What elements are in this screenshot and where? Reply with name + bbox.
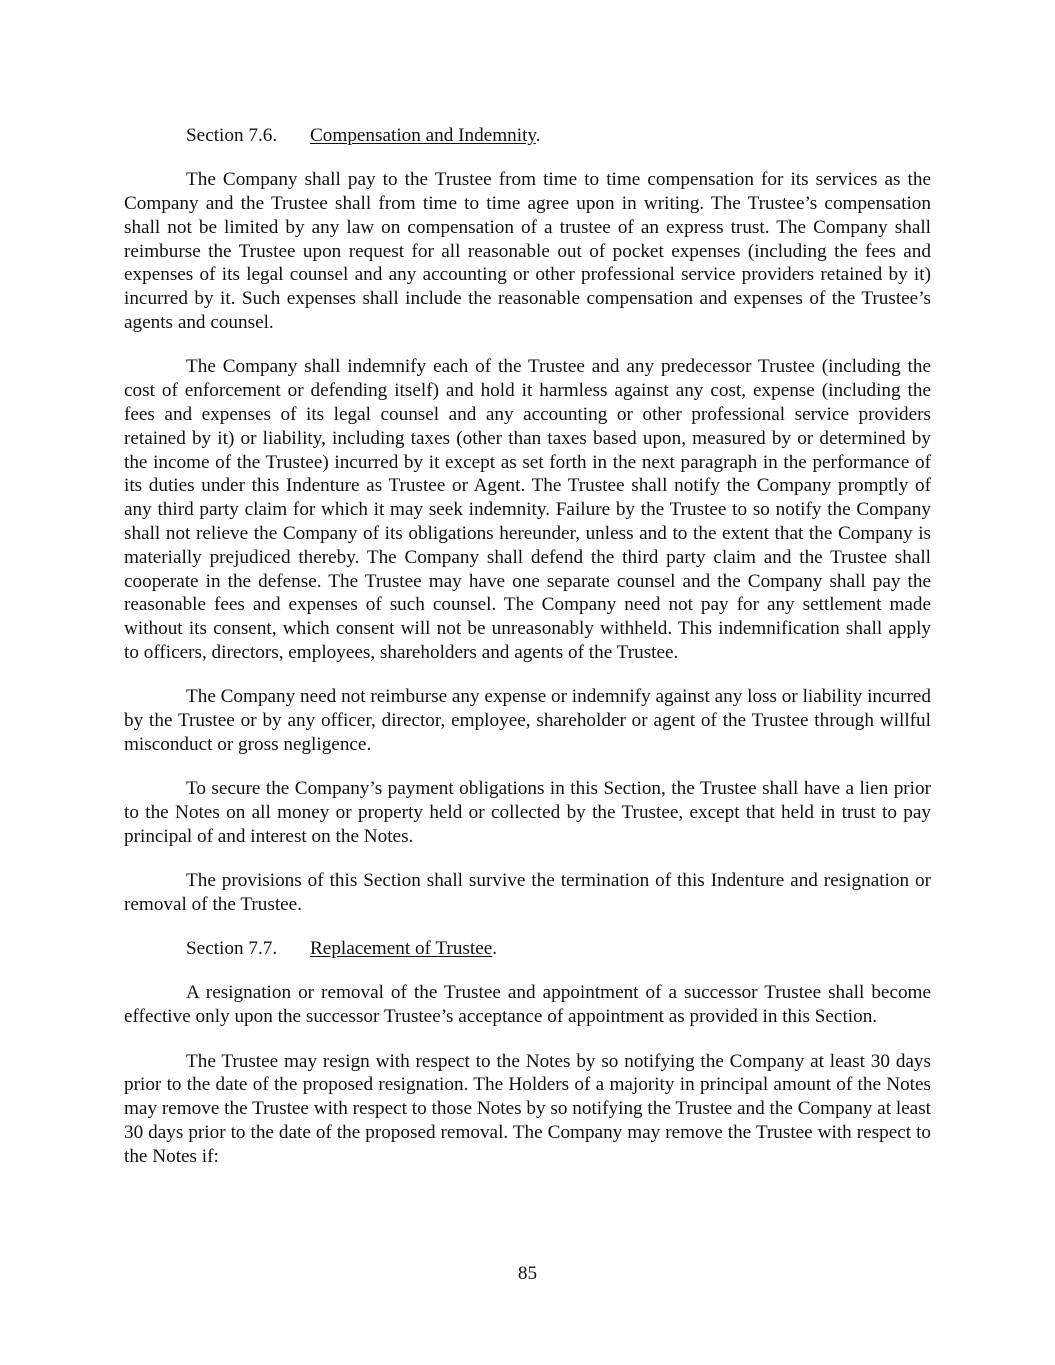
heading-period: . — [535, 125, 541, 146]
paragraph: The Company need not reimburse any expense or indemnify against any loss or liability incurred by the Trustee or by any officer, director, employee, shareholder or agent of the Trustee through willful misconduct or gross negligence. — [124, 686, 931, 755]
paragraph: The provisions of this Section shall survive the termination of this Indenture and resignation or removal of the Trustee. — [124, 870, 931, 915]
paragraph: A resignation or removal of the Trustee and appointment of a successor Trustee shall become effective only upon the successor Trustee’s acceptance of appointment as provided in this Section. — [124, 982, 931, 1028]
paragraph: To secure the Company’s payment obligations in this Section, the Trustee shall have a lien prior to the Notes on all money or property held or collected by the Trustee, except that held in trust to pay principal of and interest on the Notes. — [124, 778, 931, 847]
paragraph: The Company shall indemnify each of the Trustee and any predecessor Trustee (including the cost of enforcement or defending itself) and hold it harmless against any cost, expense (including the fees and expenses of its legal counsel and any accounting or other professional service providers retained by it) or liability, including taxes (other than taxes based upon, measured by or determined by the income of the Trustee) incurred by it except as set forth in the next paragraph in the performance of its duties under this Indenture as Trustee or Agent. The Trustee shall notify the Company promptly of any third party claim for which it may seek indemnity. Failure by the Trustee to so notify the Company shall not relieve the Company of its obligations hereunder, unless and to the extent that the Company is materially prejudiced thereby. The Company shall defend the third party claim and the Trustee shall cooperate in the defense. The Trustee may have one separate counsel and the Company shall pay the reasonable fees and expenses of such counsel. The Company need not pay for any settlement made without its consent, which consent will not be unreasonably withheld. This indemnification shall apply to officers, directors, employees, shareholders and agents of the Trustee. — [124, 356, 931, 663]
paragraph: The Trustee may resign with respect to the Notes by so notifying the Company at least 30 days prior to the date of the proposed resignation. The Holders of a majority in principal amount of the Notes may remove the Trustee with respect to those Notes by so notifying the Trustee and the Company at least 30 days prior to the date of the proposed removal. The Company may remove the Trustee with respect to the Notes if: — [124, 1050, 931, 1167]
section-title: Replacement of Trustee — [310, 938, 493, 960]
heading-period: . — [492, 938, 498, 960]
section-heading — [124, 124, 931, 148]
section-title: Compensation and Indemnity — [310, 125, 536, 146]
paragraph: The Company shall pay to the Trustee from time to time compensation for its services as the Company and the Trustee shall from time to time agree upon in writing. The Trustee’s compensation shall not be limited by any law on compensation of a trustee of an express trust. The Company shall reimburse the Trustee upon request for all reasonable out of pocket expenses (including the fees and expenses of its legal counsel and any accounting or other professional service providers retained by it) incurred by it. Such expenses shall include the reasonable compensation and expenses of the Trustee’s agents and counsel. — [124, 169, 931, 334]
section-number: Section 7.6. — [186, 125, 278, 146]
section-heading — [124, 937, 931, 961]
document-body — [124, 124, 931, 1189]
page-number: 85 — [517, 1263, 538, 1284]
section-number: Section 7.7. — [186, 938, 278, 960]
